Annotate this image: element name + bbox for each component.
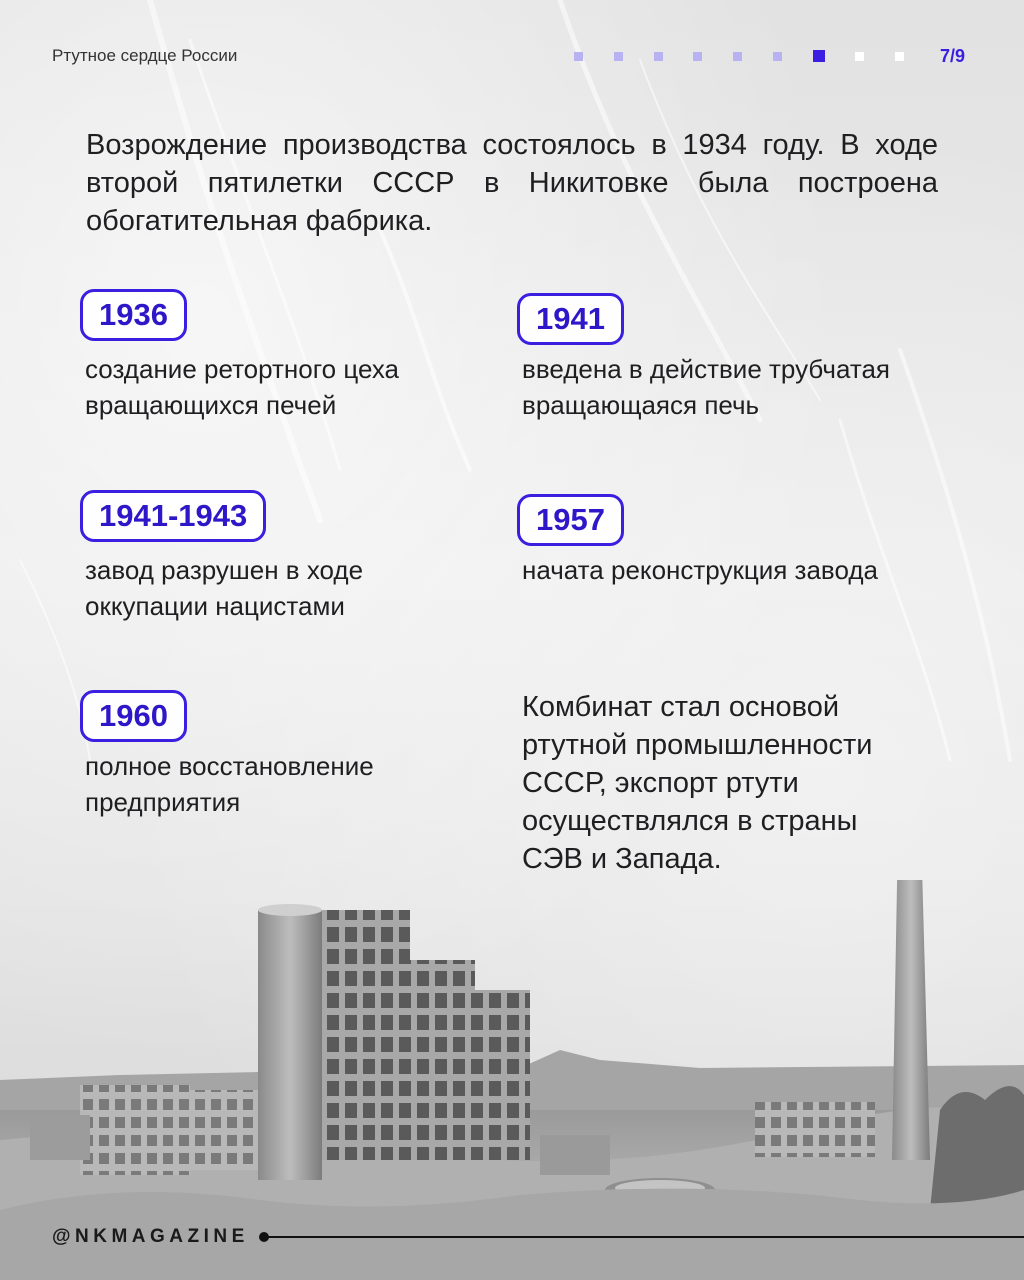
year-badge: 1936 — [80, 289, 187, 341]
progress-dot — [654, 52, 663, 61]
year-badge: 1941 — [517, 293, 624, 345]
progress-dot — [693, 52, 702, 61]
timeline-description: введена в действие трубчатая вращающаяся печь — [522, 354, 890, 420]
timeline-description: создание ретортного цеха вращающихся печей — [85, 354, 400, 420]
series-title: Ртутное сердце России — [52, 46, 238, 65]
timeline-description: начата реконструкция завода — [522, 555, 878, 585]
intro-paragraph: Возрождение производства состоялось в 1934 году. В ходе второй пятилетки СССР в Никитовке была построена обогатительная фабрика. — [86, 129, 938, 237]
progress-dot — [574, 52, 583, 61]
footer-handle: @NKMAGAZINE — [52, 1226, 249, 1247]
timeline-description: полное восстановление предприятия — [85, 751, 374, 817]
progress-dot — [733, 52, 742, 61]
year-badge: 1941-1943 — [80, 490, 266, 542]
summary-note: Комбинат стал основой ртутной промышленности СССР, экспорт ртути осуществлялся в страны СЭВ и Запада. — [522, 691, 873, 875]
page-counter: 7/9 — [940, 46, 966, 66]
progress-dot — [855, 52, 864, 61]
slide-progress-indicator — [574, 48, 904, 64]
year-badge: 1957 — [517, 494, 624, 546]
progress-dot — [895, 52, 904, 61]
progress-dot — [773, 52, 782, 61]
timeline-description: завод разрушен в ходе оккупации нацистами — [85, 555, 364, 621]
footer-divider — [258, 1230, 1024, 1244]
factory-ruins-photo — [0, 880, 1024, 1280]
progress-dot — [614, 52, 623, 61]
year-badge: 1960 — [80, 690, 187, 742]
progress-dot-current — [813, 50, 825, 62]
